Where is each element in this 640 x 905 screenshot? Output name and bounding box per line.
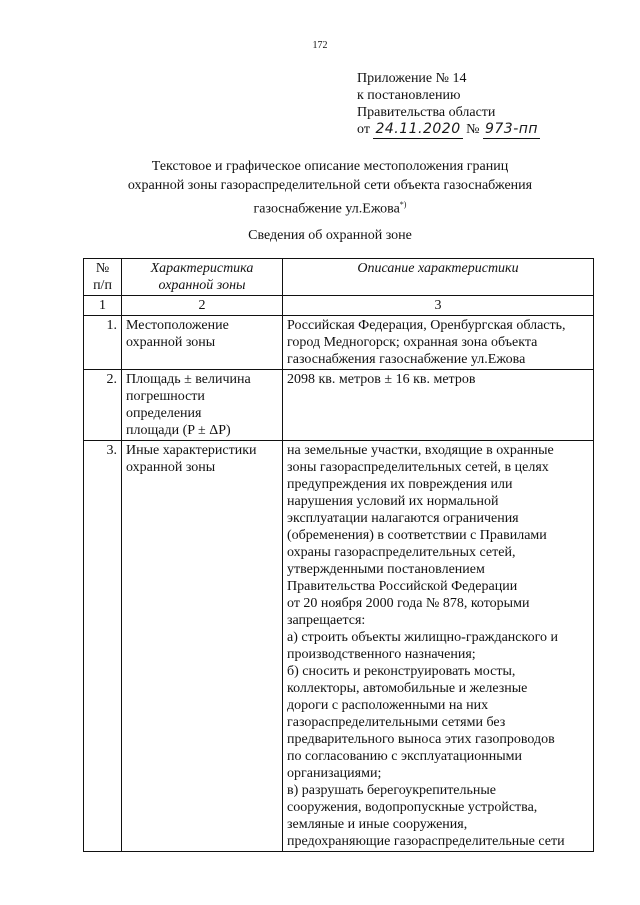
title-line-1: Текстовое и графическое описание местоположения границ	[151, 159, 509, 174]
appendix-line-1: Приложение № 14	[357, 71, 467, 86]
number-prefix: №	[466, 122, 480, 137]
title-line-3	[60, 195, 600, 219]
row-description: 2098 кв. метров ± 16 кв. метров	[283, 370, 594, 441]
row-characteristic: Площадь ± величина погрешности определения площади (P ± ΔP)	[122, 370, 283, 441]
appendix-block	[357, 70, 540, 139]
section-title: Сведения об охранной зоне	[248, 228, 412, 243]
document-title	[60, 157, 600, 219]
zone-table	[83, 258, 594, 852]
row-number: 2.	[84, 370, 122, 441]
index-cell: 3	[283, 296, 594, 316]
index-cell: 1	[84, 296, 122, 316]
handwritten-date: 24.11.2020	[375, 121, 461, 137]
appendix-line-2: к постановлению	[357, 88, 461, 103]
title-line-2: охранной зоны газораспределительной сети объекта газоснабжения	[127, 178, 533, 193]
row-description: на земельные участки, входящие в охранные зоны газораспределительных сетей, в целях предупреждения их повреждения или нарушения условий их нормальной эксплуатации налагаются ограничения (обременения) в соответствии с Правилами охраны газораспределительных сетей, утвержденными постановлением Правительства Российской Федерации от 20 ноября 2000 года № 878, которыми запрещается: а) строить объекты жилищно-гражданского и производственного назначения; б) сносить и реконструировать мосты, коллекторы, автомобильные и железные дороги с расположенными на них газораспределительными сетями без предварительного выноса этих газопроводов по согласованию с эксплуатационными организациями; в) разрушать берегоукрепительные сооружения, водопропускные устройства, земляные и иные сооружения, предохраняющие газораспределительные сети	[283, 441, 594, 852]
handwritten-number: 973-пп	[484, 121, 539, 137]
header-description: Описание характеристики	[283, 259, 594, 296]
row-number: 3.	[84, 441, 122, 852]
table-header-row	[84, 259, 594, 296]
page-number: 172	[312, 40, 328, 51]
title-object-name: газоснабжение ул.Ежова	[253, 201, 400, 217]
appendix-line-3: Правительства области	[357, 105, 496, 120]
row-description: Российская Федерация, Оренбургская область, город Медногорск; охранная зона объекта газоснабжения газоснабжение ул.Ежова	[283, 316, 594, 370]
table-row	[84, 370, 594, 441]
header-num: № п/п	[84, 259, 122, 296]
row-characteristic: Местоположение охранной зоны	[122, 316, 283, 370]
table-index-row	[84, 296, 594, 316]
index-cell: 2	[122, 296, 283, 316]
footnote-mark: *)	[399, 200, 407, 209]
row-number: 1.	[84, 316, 122, 370]
table-row	[84, 316, 594, 370]
row-characteristic: Иные характеристики охранной зоны	[122, 441, 283, 852]
appendix-date-line	[357, 121, 540, 139]
header-characteristic: Характеристика охранной зоны	[122, 259, 283, 296]
date-prefix: от	[357, 122, 370, 137]
table-row	[84, 441, 594, 852]
